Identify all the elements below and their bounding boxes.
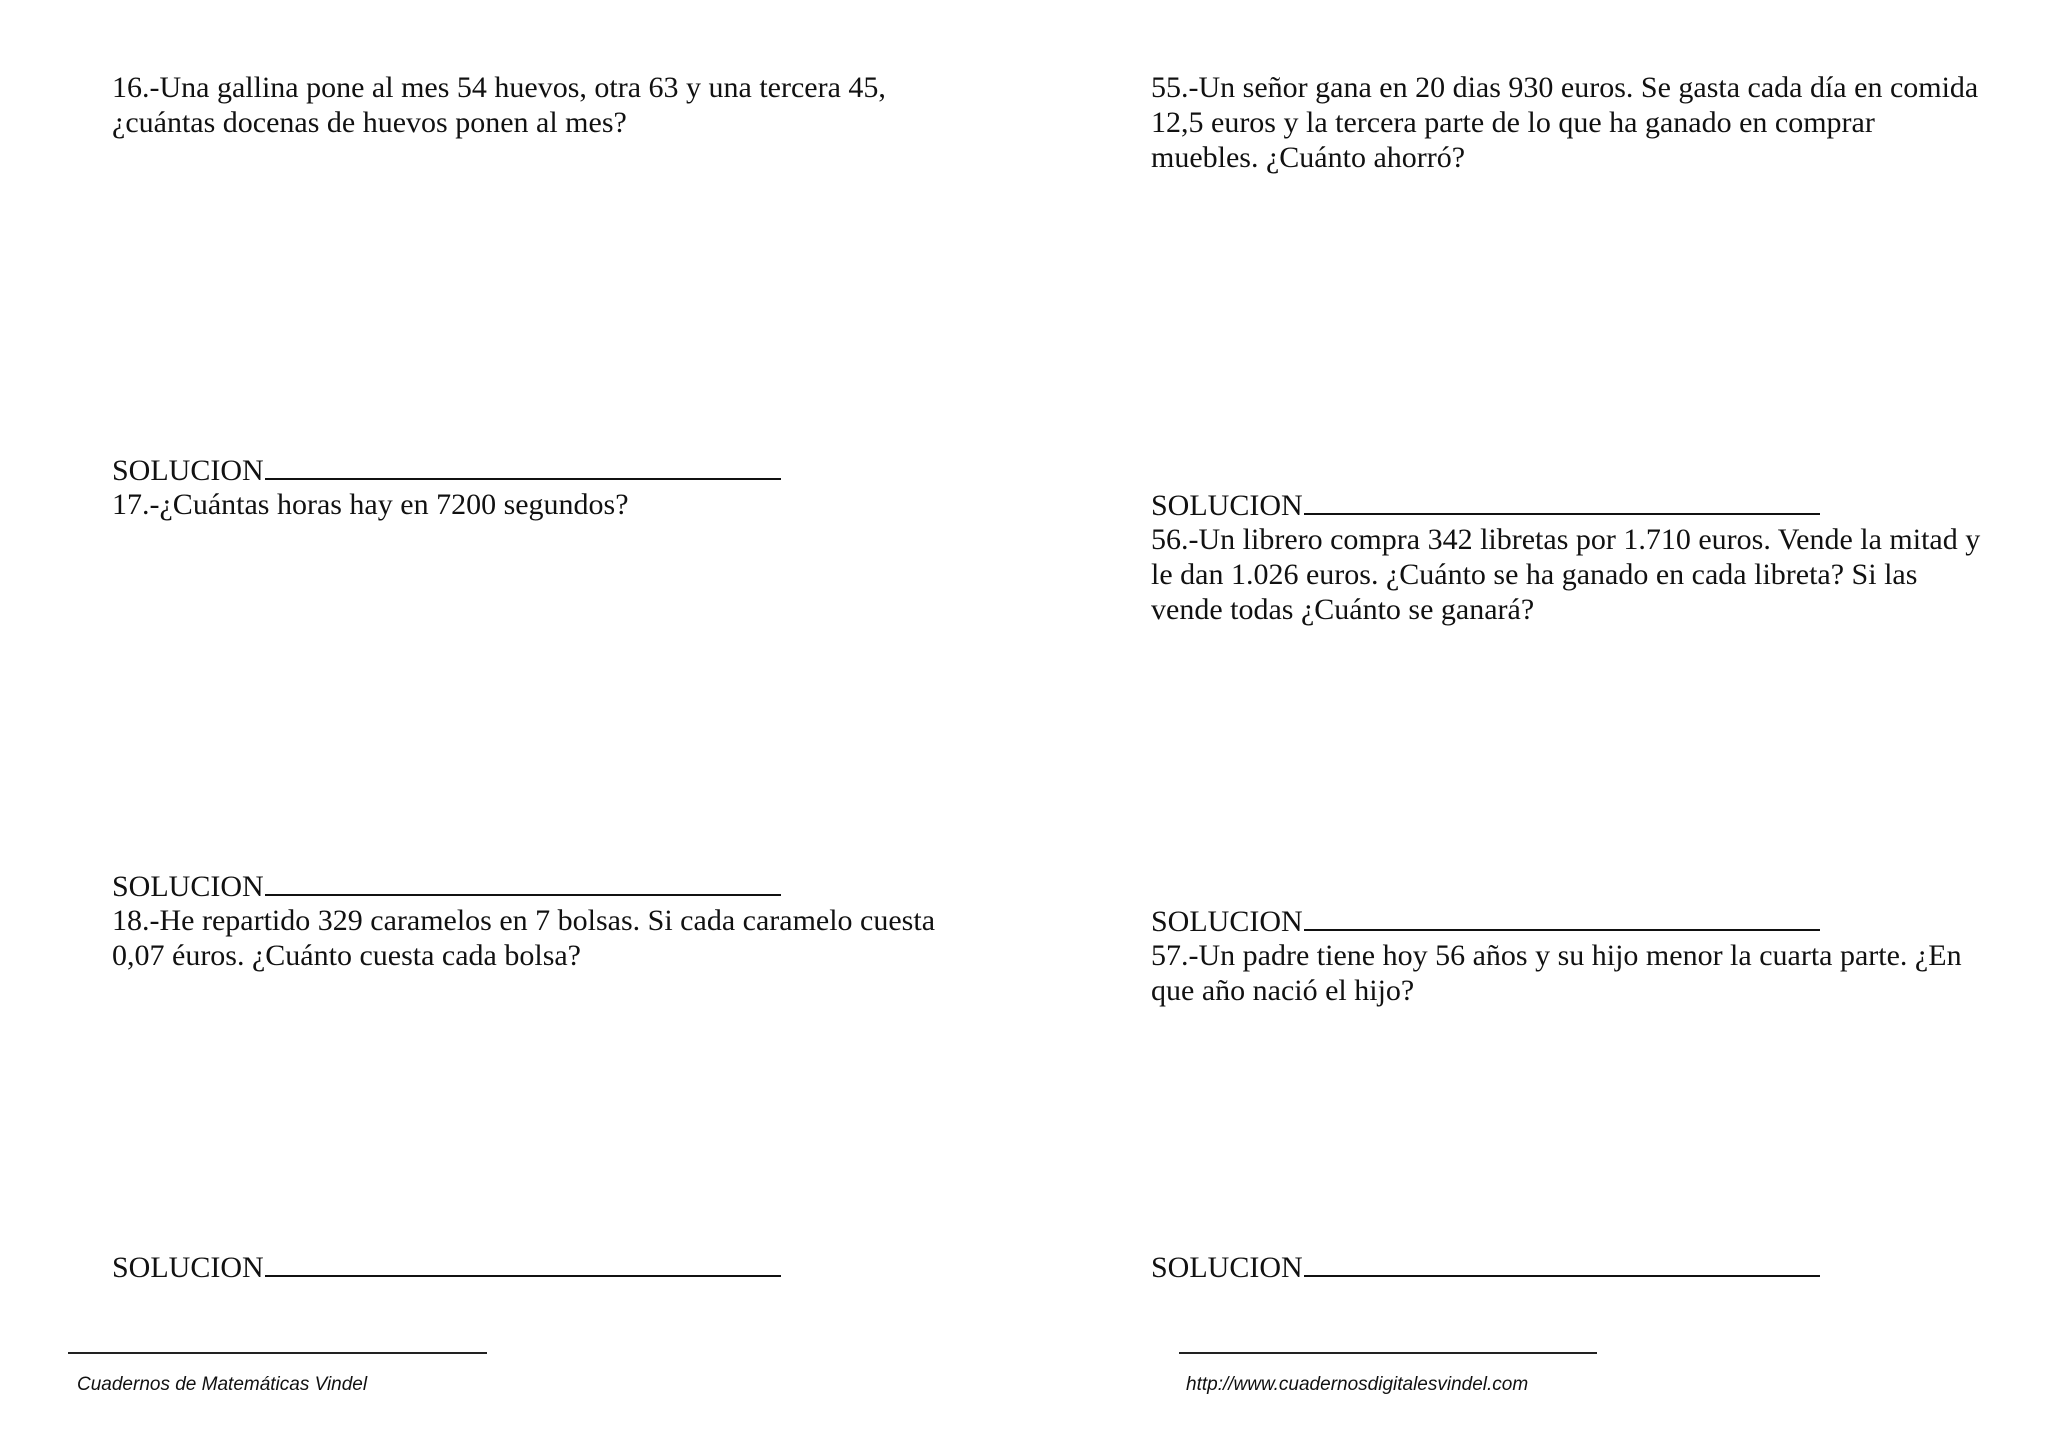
solution-line-55 bbox=[1151, 487, 1820, 523]
answer-blank[interactable] bbox=[1304, 903, 1820, 931]
problem-55: 55.-Un señor gana en 20 dias 930 euros. Se gasta cada día en comida 12,5 euros y la tercera parte de lo que ha ganado en comprar muebles. ¿Cuánto ahorró? bbox=[1151, 71, 1979, 174]
footer-url[interactable]: http://www.cuadernosdigitalesvindel.com bbox=[1186, 1374, 1529, 1395]
solution-label: SOLUCION bbox=[1151, 489, 1303, 522]
problem-56: 56.-Un librero compra 342 libretas por 1.710 euros. Vende la mitad y le dan 1.026 euros. ¿Cuánto se ha ganado en cada libreta? Si las vende todas ¿Cuánto se ganará? bbox=[1151, 523, 1981, 626]
answer-blank[interactable] bbox=[265, 452, 781, 480]
problem-16: 16.-Una gallina pone al mes 54 huevos, otra 63 y una tercera 45, ¿cuántas docenas de huevos ponen al mes? bbox=[112, 71, 886, 139]
problem-57: 57.-Un padre tiene hoy 56 años y su hijo menor la cuarta parte. ¿En que año nació el hijo? bbox=[1151, 939, 1962, 1007]
problem-17: 17.-¿Cuántas horas hay en 7200 segundos? bbox=[112, 488, 629, 521]
answer-blank[interactable] bbox=[265, 1249, 781, 1277]
footer-credit: Cuadernos de Matemáticas Vindel bbox=[77, 1374, 368, 1395]
solution-label: SOLUCION bbox=[112, 454, 264, 487]
footer-divider-left bbox=[68, 1352, 487, 1354]
solution-line-57 bbox=[1151, 1249, 1820, 1285]
solution-label: SOLUCION bbox=[1151, 905, 1303, 938]
answer-blank[interactable] bbox=[265, 868, 781, 896]
footer-divider-right bbox=[1179, 1352, 1597, 1354]
answer-blank[interactable] bbox=[1304, 1249, 1820, 1277]
solution-line-16 bbox=[112, 452, 781, 488]
problem-18: 18.-He repartido 329 caramelos en 7 bolsas. Si cada caramelo cuesta 0,07 éuros. ¿Cuánto cuesta cada bolsa? bbox=[112, 904, 936, 972]
solution-label: SOLUCION bbox=[112, 1251, 264, 1284]
answer-blank[interactable] bbox=[1304, 487, 1820, 515]
solution-label: SOLUCION bbox=[112, 870, 264, 903]
solution-line-17 bbox=[112, 868, 781, 904]
solution-line-56 bbox=[1151, 903, 1820, 939]
solution-line-18 bbox=[112, 1249, 781, 1285]
solution-label: SOLUCION bbox=[1151, 1251, 1303, 1284]
